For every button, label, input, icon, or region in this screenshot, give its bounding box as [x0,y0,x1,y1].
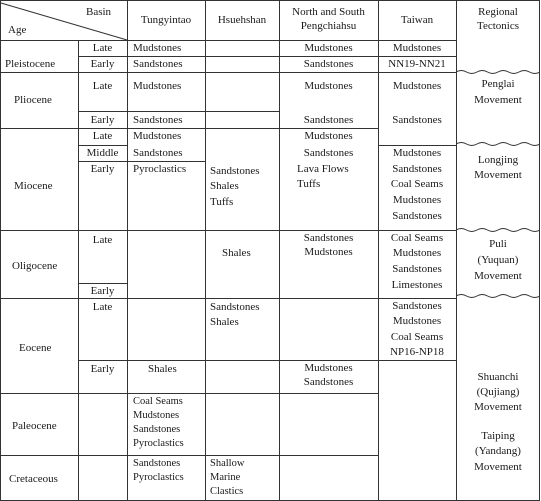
age-pliocene: Pliocene [14,94,52,106]
tect-longjing-1: Longjing [477,154,519,166]
row-line-oligo-end [0,298,456,299]
sub-oligo-early: Early [90,285,115,297]
tung-eo-shales: Shales [148,363,177,375]
tw-oligo-mudstones: Mudstones [392,247,442,259]
header-taiwan: Taiwan [400,14,434,26]
row-line-pleisto-mid [78,56,456,57]
nsp-mio-sandstones: Sandstones [303,147,354,159]
header-age: Age [8,24,27,36]
tect-penglai-2: Movement [474,94,522,106]
col-line-tungyintao [127,0,128,500]
hsueh-eo-sandstones: Sandstones [210,301,260,313]
tung-pleisto-mudstones: Mudstones [133,42,182,54]
tw-mio-sandstones-2: Sandstones [392,210,442,222]
tw-oligo-sandstones: Sandstones [392,263,442,275]
tw-eo-np: NP16-NP18 [390,346,444,358]
tung-cret-sandstones: Sandstones [133,458,181,469]
row-line-oligo-mid [78,283,127,284]
hsueh-cret-shallow: Shallow [210,458,245,469]
header-bottom-line [0,40,456,41]
nsp-eo-mudstones: Mudstones [304,362,353,374]
tw-pleisto-mudstones: Mudstones [392,42,442,54]
tect-shuanchi-3: Movement [474,401,522,413]
age-oligocene: Oligocene [12,260,58,272]
wave-boundary-3 [456,227,540,233]
tect-shuanchi-2: (Qujiang) [476,386,520,398]
row-line-mio-late [78,145,127,146]
hsueh-cret-clastics: Clastics [210,486,244,497]
age-cretaceous: Cretaceous [9,473,58,485]
row-line-plio-mid [78,111,279,112]
tect-taiping-1: Taiping [481,430,515,442]
nsp-eo-sandstones: Sandstones [303,376,354,388]
tung-paleo-mudstones: Mudstones [133,410,180,421]
tw-eo-coal-seams: Coal Seams [390,331,444,343]
nsp-mio-tuffs: Tuffs [297,178,321,190]
age-miocene: Miocene [14,180,53,192]
sub-eo-late: Late [92,301,113,313]
header-tectonics-line1: Regional [478,6,518,18]
tung-pleisto-sandstones: Sandstones [133,58,183,70]
wave-boundary-1 [456,69,540,75]
table-border-left [0,0,1,500]
row-line-plio-end [0,128,378,129]
tw-mio-mudstones-1: Mudstones [392,147,442,159]
tect-taiping-2: (Yandang) [475,445,521,457]
sub-pleisto-late: Late [92,42,113,54]
row-line-eo-mid [78,360,456,361]
tect-shuanchi-1: Shuanchi [477,371,519,383]
row-line-paleo-end [0,455,378,456]
tung-paleo-coal-seams: Coal Seams [133,396,183,407]
tung-mio-mudstones: Mudstones [133,130,182,142]
hsueh-mio-tuffs: Tuffs [210,196,234,208]
sub-plio-late: Late [92,80,113,92]
nsp-oligo-sandstones: Sandstones [303,232,354,244]
col-line-hsuehshan [205,0,206,500]
nsp-plio-mudstones: Mudstones [304,80,353,92]
sub-oligo-late: Late [92,234,113,246]
row-line-mio-taiwan-top [378,145,456,146]
tung-plio-sandstones: Sandstones [133,114,183,126]
tw-eo-mudstones: Mudstones [392,315,442,327]
row-line-pleisto-end [0,72,456,73]
sub-plio-early: Early [90,114,115,126]
sub-eo-early: Early [90,363,115,375]
row-line-mio-middle [78,161,205,162]
nsp-oligo-mudstones: Mudstones [304,246,353,258]
header-hsuehshan: Hsuehshan [217,14,267,26]
sub-mio-late: Late [92,130,113,142]
col-line-basin [78,40,79,500]
age-pleistocene: Pleistocene [5,58,56,70]
header-nsp-line2: Pengchiahsu [300,20,357,32]
age-paleocene: Paleocene [12,420,57,432]
tect-puli-1: Puli [489,238,507,250]
header-basin: Basin [86,6,112,18]
tw-mio-sandstones-1: Sandstones [392,163,442,175]
tect-penglai-1: Penglai [481,78,515,90]
wave-boundary-4 [456,293,540,299]
nsp-pleisto-mudstones: Mudstones [304,42,353,54]
tw-oligo-limestones: Limestones [391,279,443,291]
tw-plio-mudstones: Mudstones [392,80,442,92]
age-eocene: Eocene [19,342,52,354]
nsp-mio-mudstones: Mudstones [304,130,353,142]
nsp-pleisto-sandstones: Sandstones [303,58,354,70]
tect-puli-2: (Yuquan) [477,254,519,266]
header-tectonics-line2: Tectonics [477,20,519,32]
sub-mio-middle: Middle [86,147,119,159]
tw-eo-sandstones: Sandstones [392,300,442,312]
tw-mio-mudstones-2: Mudstones [392,194,442,206]
tw-oligo-coal-seams: Coal Seams [390,232,444,244]
tw-mio-coal-seams: Coal Seams [390,178,444,190]
tung-plio-mudstones: Mudstones [133,80,182,92]
tect-taiping-3: Movement [474,461,522,473]
tect-puli-3: Movement [474,270,522,282]
tung-paleo-pyroclastics: Pyroclastics [133,438,184,449]
tw-pleisto-nn: NN19-NN21 [388,58,446,70]
tung-mio-pyroclastics: Pyroclastics [133,163,187,175]
hsueh-oligo-shales: Shales [222,247,251,259]
nsp-mio-lava-flows: Lava Flows [297,163,349,175]
tung-cret-pyroclastics: Pyroclastics [133,472,184,483]
hsueh-mio-shales: Shales [210,180,239,192]
hsueh-cret-marine: Marine [210,472,241,483]
sub-pleisto-early: Early [90,58,115,70]
sub-mio-early: Early [90,163,115,175]
row-line-eo-end [0,393,378,394]
row-line-mio-end [0,230,456,231]
hsueh-mio-sandstones: Sandstones [210,165,260,177]
wave-boundary-2 [456,141,540,147]
tung-mio-sandstones: Sandstones [133,147,183,159]
header-nsp-line1: North and South [292,6,365,18]
hsueh-eo-shales: Shales [210,316,239,328]
header-tungyintao: Tungyintao [140,14,192,26]
tung-paleo-sandstones: Sandstones [133,424,181,435]
tect-longjing-2: Movement [474,169,522,181]
nsp-plio-sandstones: Sandstones [303,114,354,126]
tw-plio-sandstones: Sandstones [392,114,442,126]
